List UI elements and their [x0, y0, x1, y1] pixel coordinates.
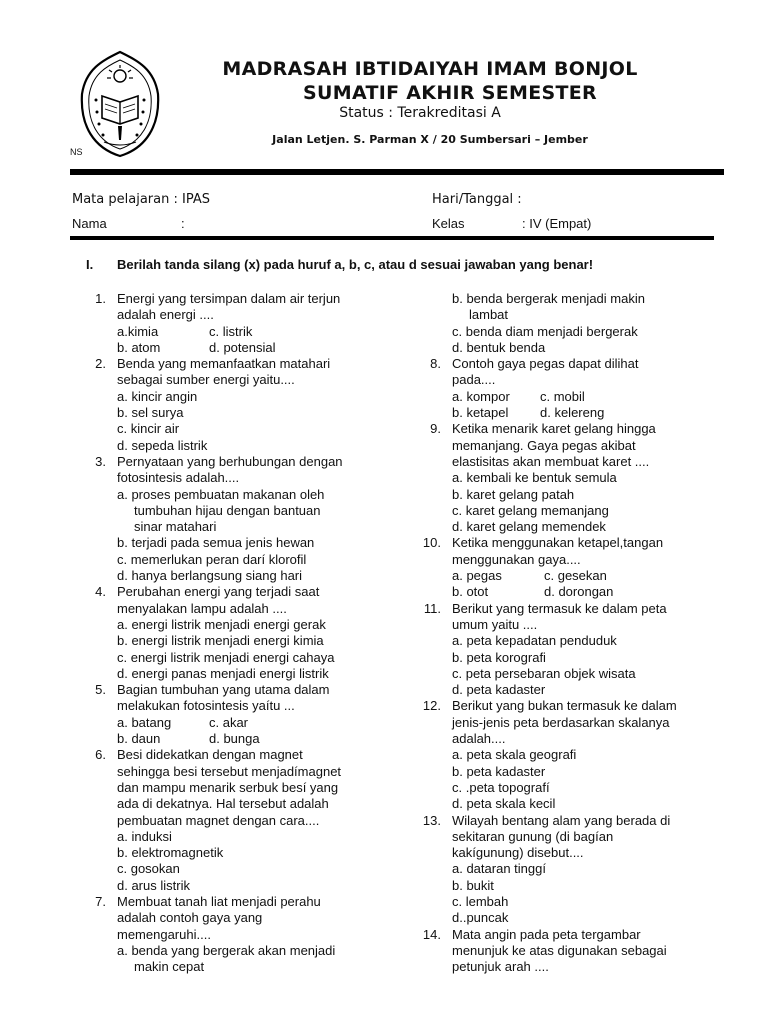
question-text: sebagai sumber energi yaitu....	[117, 372, 295, 388]
question-text: jenis-jenis peta berdasarkan skalanya	[452, 714, 670, 730]
header-divider	[70, 169, 724, 175]
option-b: b. karet gelang patah	[452, 486, 575, 502]
option-d: d. sepeda listrik	[117, 437, 208, 453]
question-text: Benda yang memanfaatkan matahari	[117, 356, 331, 372]
question-text: adalah energi ....	[117, 307, 214, 323]
question-text: pembuatan magnet dengan cara....	[117, 812, 320, 828]
question-text: pada....	[452, 372, 496, 388]
question-number: 8.	[430, 356, 441, 372]
exam-title: SUMATIF AKHIR SEMESTER	[303, 82, 597, 104]
question-text: memengaruhi....	[117, 926, 211, 942]
option-a: a. pegas	[452, 568, 502, 584]
question-number: 1.	[95, 291, 106, 306]
question-text: adalah contoh gaya yang	[117, 910, 263, 926]
question-text: Besi didekatkan dengan magnet	[117, 747, 303, 763]
option-row	[452, 405, 721, 421]
option-c: c. benda diam menjadi bergerak	[452, 323, 638, 339]
option-d: d. peta skala kecil	[452, 796, 556, 812]
class-value: : IV (Empat)	[522, 216, 592, 231]
date-field: Hari/Tanggal :	[432, 192, 522, 207]
option-b: b. otot	[452, 584, 489, 600]
question-text: Pernyataan yang berhubungan dengan	[117, 453, 343, 469]
option-row	[117, 731, 416, 747]
question-3	[86, 454, 416, 584]
option-b: b. terjadi pada semua jenis hewan	[117, 535, 315, 551]
question-text: fotosintesis adalah....	[117, 470, 240, 486]
question-number: 3.	[95, 453, 106, 469]
option-a: a. dataran tinggí	[452, 861, 546, 877]
option-a: a. peta kepadatan penduduk	[452, 633, 617, 649]
question-7	[86, 894, 416, 975]
question-number: 2.	[95, 356, 106, 372]
option-b: b. bukit	[452, 877, 494, 893]
option-a: a. benda yang bergerak akan menjadi	[117, 942, 336, 958]
question-10	[421, 535, 721, 600]
option-row	[117, 324, 416, 340]
question-text: kakígunung) disebut....	[452, 845, 584, 861]
questions-left-column	[86, 291, 416, 975]
option-b: b. elektromagnetik	[117, 845, 224, 861]
option-row	[452, 584, 721, 600]
option-b: b. peta kadaster	[452, 763, 546, 779]
option-c: c. kincir air	[117, 421, 180, 437]
question-text: menunjuk ke atas digunakan sebagai	[452, 942, 667, 958]
school-address: Jalan Letjen. S. Parman X / 20 Sumbersari – Jember	[272, 133, 588, 146]
question-2	[86, 356, 416, 454]
question-text: Perubahan energi yang terjadi saat	[117, 584, 320, 600]
option-a-continued: sinar matahari	[134, 519, 217, 535]
question-6	[86, 747, 416, 894]
option-d: d. peta kadaster	[452, 682, 546, 698]
option-b: b. benda bergerak menjadi makin	[452, 291, 645, 306]
question-number: 9.	[430, 421, 441, 437]
question-number: 14.	[422, 926, 441, 942]
option-b: b. ketapel	[452, 405, 509, 421]
question-text: dan mampu menarik serbuk besí yang	[117, 779, 339, 795]
question-13	[421, 813, 721, 927]
question-number: 10.	[422, 535, 441, 551]
option-a: a. induksi	[117, 828, 172, 844]
option-c: c. mobil	[540, 388, 585, 404]
question-text: Ketika menarik karet gelang hingga	[452, 421, 656, 437]
question-text: sekitaran gunung (di bagían	[452, 828, 614, 844]
option-b: b. peta korografi	[452, 649, 546, 665]
option-c: c. lembah	[452, 893, 509, 909]
class-label: Kelas	[432, 216, 465, 231]
question-number: 5.	[95, 682, 106, 698]
question-1	[86, 291, 416, 356]
question-text: memanjang. Gaya pegas akibat	[452, 437, 636, 453]
option-row	[452, 568, 721, 584]
option-d: d. karet gelang memendek	[452, 519, 606, 535]
question-text: adalah....	[452, 731, 506, 747]
accreditation-status: Status : Terakreditasi A	[339, 105, 501, 121]
option-b: b. daun	[117, 731, 161, 747]
question-text: umum yaitu ....	[452, 616, 538, 632]
question-number: 13.	[422, 812, 441, 828]
logo-caption: NS	[70, 147, 83, 157]
option-c: c. energi listrik menjadi energi cahaya	[117, 649, 335, 665]
option-row	[452, 389, 721, 405]
name-label: Nama	[72, 216, 107, 231]
option-a: a. kembali ke bentuk semula	[452, 470, 617, 486]
option-c: c. akar	[209, 714, 249, 730]
option-c: c. peta persebaran objek wisata	[452, 665, 636, 681]
question-text: Berikut yang termasuk ke dalam peta	[452, 600, 667, 616]
option-c: c. gosokan	[117, 861, 180, 877]
question-text: Membuat tanah liat menjadi perahu	[117, 893, 321, 909]
question-text: Ketika menggunakan ketapel,tangan	[452, 535, 664, 551]
option-b: b. sel surya	[117, 405, 184, 421]
option-d: d. arus listrik	[117, 877, 190, 893]
option-b: b. energi listrik menjadi energi kimia	[117, 633, 324, 649]
option-d: d. bunga	[209, 731, 260, 747]
option-c: c. memerlukan peran darí klorofil	[117, 551, 307, 567]
section-number: I.	[86, 257, 94, 272]
option-a-continued: makin cepat	[134, 959, 205, 975]
question-text: menyalakan lampu adalah ....	[117, 600, 287, 616]
school-name: MADRASAH IBTIDAIYAH IMAM BONJOL	[222, 58, 638, 80]
question-9	[421, 421, 721, 535]
option-d: d. hanya berlangsung siang hari	[117, 568, 303, 584]
question-number: 4.	[95, 584, 106, 600]
name-colon: :	[181, 216, 185, 231]
section-instruction: Berilah tanda silang (x) pada huruf a, b, c, atau d sesuai jawaban yang benar!	[117, 257, 594, 272]
question-text: Contoh gaya pegas dapat dilihat	[452, 356, 639, 372]
option-a: a. peta skala geografi	[452, 747, 577, 763]
option-row	[117, 340, 416, 356]
question-number: 6.	[95, 747, 106, 763]
option-b-continued: lambat	[469, 307, 509, 323]
option-d: d. energi panas menjadi energi listrik	[117, 665, 329, 681]
question-text: ada di dekatnya. Hal tersebut adalah	[117, 796, 329, 812]
question-text: petunjuk arah ....	[452, 959, 549, 975]
question-14	[421, 927, 721, 976]
question-text: elastisitas akan membuat karet ....	[452, 453, 650, 469]
option-a: a. kincir angin	[117, 388, 198, 404]
option-b: b. atom	[117, 339, 161, 355]
question-11	[421, 601, 721, 699]
option-d: d..puncak	[452, 910, 509, 926]
option-a: a. batang	[117, 714, 172, 730]
question-text: menggunakan gaya....	[452, 551, 581, 567]
question-number: 11.	[423, 600, 441, 616]
option-a: a. kompor	[452, 388, 510, 404]
info-divider	[70, 236, 714, 240]
option-d: d. potensial	[209, 339, 276, 355]
question-text: sehingga besi tersebut menjadímagnet	[117, 763, 342, 779]
subject-field: Mata pelajaran : IPAS	[72, 192, 210, 207]
question-text: Mata angin pada peta tergambar	[452, 926, 641, 942]
question-number: 7.	[95, 893, 106, 909]
option-row	[117, 715, 416, 731]
option-a: a. energi listrik menjadi energi gerak	[117, 616, 326, 632]
option-c: c. .peta topografí	[452, 779, 550, 795]
question-4	[86, 584, 416, 682]
question-text: Berikut yang bukan termasuk ke dalam	[452, 698, 677, 714]
question-text: Wilayah bentang alam yang berada di	[452, 812, 671, 828]
question-text: Bagian tumbuhan yang utama dalam	[117, 682, 330, 698]
question-12	[421, 698, 721, 812]
option-c: c. karet gelang memanjang	[452, 502, 609, 518]
option-a: a.kimia	[117, 323, 159, 339]
option-d: d. bentuk benda	[452, 339, 546, 355]
option-d: d. dorongan	[544, 584, 614, 600]
option-c: c. gesekan	[544, 568, 607, 584]
questions-right-column	[421, 291, 721, 975]
question-7-continued	[421, 291, 721, 356]
question-8	[421, 356, 721, 421]
option-a-continued: tumbuhan hijau dengan bantuan	[134, 502, 321, 518]
option-c: c. listrik	[209, 323, 253, 339]
question-5	[86, 682, 416, 747]
option-d: d. kelereng	[540, 405, 605, 421]
question-number: 12.	[422, 698, 441, 714]
option-a: a. proses pembuatan makanan oleh	[117, 486, 325, 502]
question-text: Energi yang tersimpan dalam air terjun	[117, 291, 341, 306]
question-text: melakukan fotosintesis yaítu ...	[117, 698, 295, 714]
